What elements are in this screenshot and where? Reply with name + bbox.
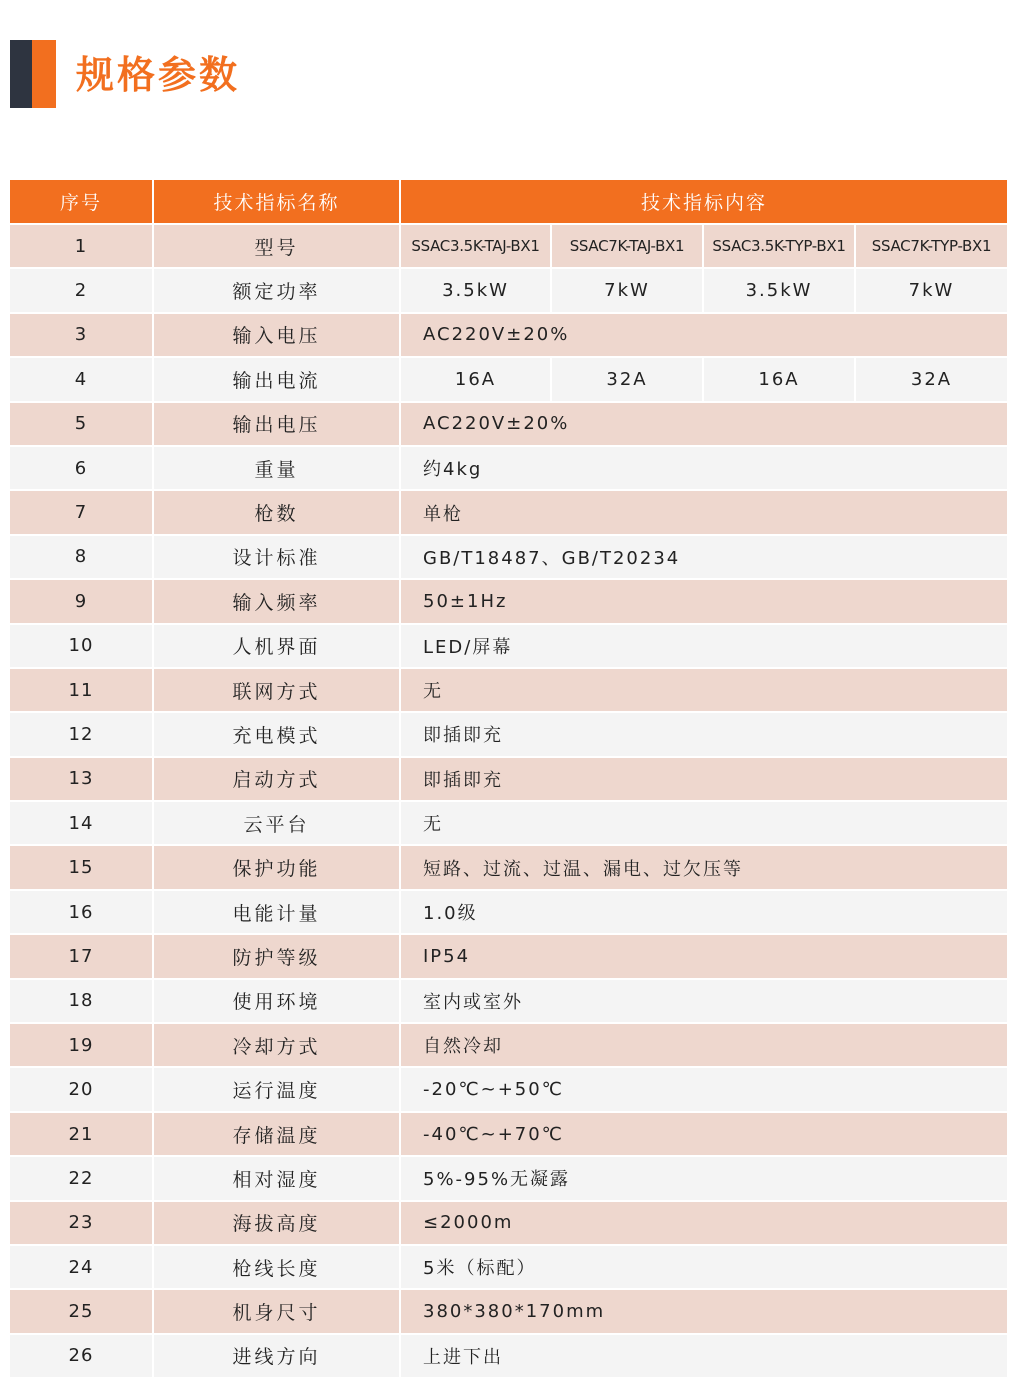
table-row <box>9 1289 1008 1333</box>
spec-value: 5米（标配） <box>400 1245 1008 1289</box>
spec-value: -20℃~+50℃ <box>400 1067 1008 1111</box>
spec-name: 设计标准 <box>153 535 400 579</box>
spec-value: GB/T18487、GB/T20234 <box>400 535 1008 579</box>
page-title: 规格参数 <box>76 53 241 97</box>
spec-value: 即插即充 <box>400 712 1008 756</box>
table-row <box>9 490 1008 534</box>
row-number: 23 <box>9 1201 153 1245</box>
spec-table <box>8 178 1009 1379</box>
row-number: 26 <box>9 1334 153 1378</box>
spec-value: ≤2000m <box>400 1201 1008 1245</box>
spec-name: 启动方式 <box>153 757 400 801</box>
row-number: 15 <box>9 845 153 889</box>
row-number: 25 <box>9 1289 153 1333</box>
spec-value-variant: 16A <box>703 357 855 401</box>
spec-name: 使用环境 <box>153 979 400 1023</box>
heading-accent-dark <box>10 40 32 108</box>
row-number: 2 <box>9 268 153 312</box>
table-row <box>9 579 1008 623</box>
spec-value-variant: SSAC7K-TYP-BX1 <box>855 224 1008 268</box>
table-row <box>9 845 1008 889</box>
spec-name: 充电模式 <box>153 712 400 756</box>
row-number: 11 <box>9 668 153 712</box>
spec-value-variant: SSAC3.5K-TYP-BX1 <box>703 224 855 268</box>
row-number: 6 <box>9 446 153 490</box>
table-row <box>9 712 1008 756</box>
spec-name: 防护等级 <box>153 934 400 978</box>
table-row <box>9 224 1008 268</box>
row-number: 17 <box>9 934 153 978</box>
spec-value-variant: 7kW <box>855 268 1008 312</box>
spec-value: 50±1Hz <box>400 579 1008 623</box>
table-row <box>9 668 1008 712</box>
spec-name: 存储温度 <box>153 1112 400 1156</box>
spec-name: 枪数 <box>153 490 400 534</box>
spec-name: 输出电压 <box>153 402 400 446</box>
table-row <box>9 1334 1008 1378</box>
spec-value-variant: 3.5kW <box>400 268 551 312</box>
table-row <box>9 313 1008 357</box>
spec-value: 自然冷却 <box>400 1023 1008 1067</box>
table-row <box>9 1023 1008 1067</box>
spec-name: 联网方式 <box>153 668 400 712</box>
spec-name: 人机界面 <box>153 624 400 668</box>
spec-value-variant: 32A <box>551 357 703 401</box>
row-number: 8 <box>9 535 153 579</box>
spec-value: LED/屏幕 <box>400 624 1008 668</box>
table-row <box>9 402 1008 446</box>
spec-name: 额定功率 <box>153 268 400 312</box>
spec-name: 保护功能 <box>153 845 400 889</box>
header-content: 技术指标内容 <box>400 179 1008 224</box>
spec-value-variant: 16A <box>400 357 551 401</box>
row-number: 22 <box>9 1156 153 1200</box>
spec-name: 电能计量 <box>153 890 400 934</box>
spec-value: 1.0级 <box>400 890 1008 934</box>
spec-value: 5%-95%无凝露 <box>400 1156 1008 1200</box>
spec-value: 约4kg <box>400 446 1008 490</box>
table-row <box>9 1112 1008 1156</box>
spec-value-variant: 32A <box>855 357 1008 401</box>
spec-name: 输入频率 <box>153 579 400 623</box>
row-number: 5 <box>9 402 153 446</box>
spec-name: 冷却方式 <box>153 1023 400 1067</box>
spec-name: 输入电压 <box>153 313 400 357</box>
table-row <box>9 624 1008 668</box>
table-row <box>9 934 1008 978</box>
header-name: 技术指标名称 <box>153 179 400 224</box>
spec-name: 云平台 <box>153 801 400 845</box>
spec-name: 重量 <box>153 446 400 490</box>
row-number: 13 <box>9 757 153 801</box>
row-number: 24 <box>9 1245 153 1289</box>
heading-accent-orange <box>32 40 56 108</box>
table-row <box>9 1067 1008 1111</box>
spec-value: 无 <box>400 668 1008 712</box>
row-number: 18 <box>9 979 153 1023</box>
row-number: 9 <box>9 579 153 623</box>
spec-name: 机身尺寸 <box>153 1289 400 1333</box>
spec-value: 单枪 <box>400 490 1008 534</box>
row-number: 21 <box>9 1112 153 1156</box>
table-row <box>9 801 1008 845</box>
spec-value: 室内或室外 <box>400 979 1008 1023</box>
table-row <box>9 890 1008 934</box>
row-number: 19 <box>9 1023 153 1067</box>
row-number: 1 <box>9 224 153 268</box>
table-row <box>9 1201 1008 1245</box>
row-number: 10 <box>9 624 153 668</box>
spec-value: AC220V±20% <box>400 313 1008 357</box>
spec-value: AC220V±20% <box>400 402 1008 446</box>
row-number: 12 <box>9 712 153 756</box>
spec-value: IP54 <box>400 934 1008 978</box>
table-row <box>9 757 1008 801</box>
row-number: 3 <box>9 313 153 357</box>
table-row <box>9 357 1008 401</box>
header-no: 序号 <box>9 179 153 224</box>
table-row <box>9 535 1008 579</box>
table-row <box>9 1245 1008 1289</box>
table-row <box>9 1156 1008 1200</box>
spec-name: 枪线长度 <box>153 1245 400 1289</box>
table-row <box>9 446 1008 490</box>
spec-value: -40℃~+70℃ <box>400 1112 1008 1156</box>
spec-value-variant: SSAC7K-TAJ-BX1 <box>551 224 703 268</box>
spec-value: 即插即充 <box>400 757 1008 801</box>
spec-value-variant: 7kW <box>551 268 703 312</box>
table-row <box>9 979 1008 1023</box>
row-number: 7 <box>9 490 153 534</box>
row-number: 14 <box>9 801 153 845</box>
spec-name: 进线方向 <box>153 1334 400 1378</box>
spec-value-variant: SSAC3.5K-TAJ-BX1 <box>400 224 551 268</box>
spec-name: 海拔高度 <box>153 1201 400 1245</box>
spec-value-variant: 3.5kW <box>703 268 855 312</box>
table-header-row <box>9 179 1008 224</box>
row-number: 16 <box>9 890 153 934</box>
spec-name: 运行温度 <box>153 1067 400 1111</box>
spec-name: 型号 <box>153 224 400 268</box>
spec-value: 无 <box>400 801 1008 845</box>
spec-value: 上进下出 <box>400 1334 1008 1378</box>
row-number: 20 <box>9 1067 153 1111</box>
spec-name: 输出电流 <box>153 357 400 401</box>
spec-name: 相对湿度 <box>153 1156 400 1200</box>
row-number: 4 <box>9 357 153 401</box>
spec-value: 短路、过流、过温、漏电、过欠压等 <box>400 845 1008 889</box>
spec-value: 380*380*170mm <box>400 1289 1008 1333</box>
table-row <box>9 268 1008 312</box>
